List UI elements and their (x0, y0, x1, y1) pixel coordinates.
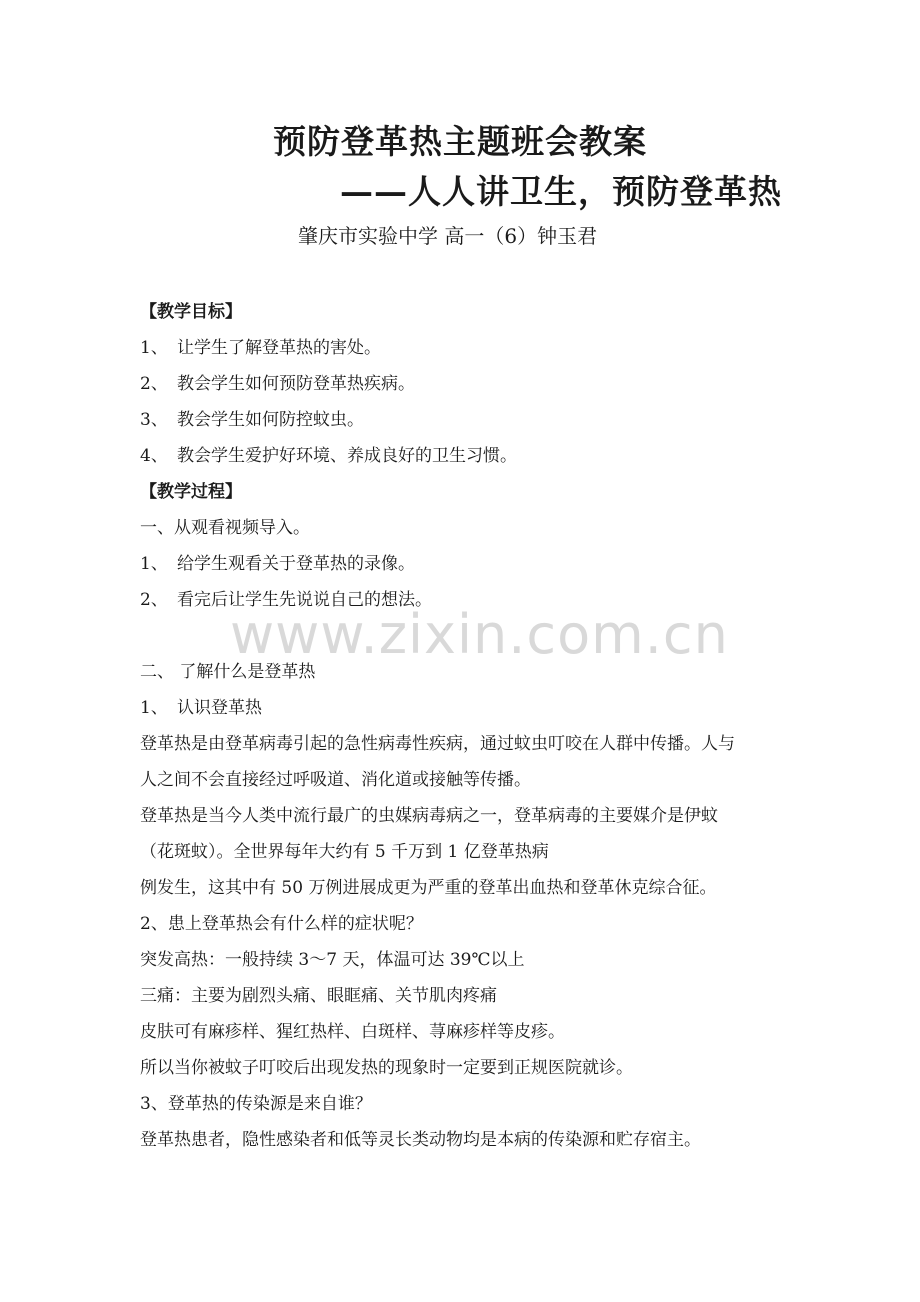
part2-sub-title: 认识登革热 (177, 698, 262, 718)
body-paragraph-line: 登革热是当今人类中流行最广的虫媒病毒病之一，登革病毒的主要媒介是伊蚊 (140, 806, 718, 826)
author-line: 肇庆市实验中学 高一（6）钟玉君 (298, 224, 598, 248)
body-paragraph-line: 2、患上登革热会有什么样的症状呢？ (140, 914, 423, 934)
body-paragraph-line: 登革热患者，隐性感染者和低等灵长类动物均是本病的传染源和贮存宿主。 (140, 1130, 701, 1150)
body-paragraph-line: 三痛：主要为剧烈头痛、眼眶痛、关节肌肉疼痛 (140, 986, 497, 1006)
objective-text: 教会学生如何防控蚊虫。 (177, 410, 364, 430)
part1-item-number: 1、 (140, 554, 168, 574)
objective-number: 1、 (140, 338, 168, 358)
body-paragraph-line: 皮肤可有麻疹样、猩红热样、白斑样、荨麻疹样等皮疹。 (140, 1022, 565, 1042)
objective-item (140, 366, 790, 402)
objectives-heading: 【教学目标】 (140, 302, 242, 322)
body-paragraph-line: 突发高热：一般持续 3～7 天，体温可达 39℃以上 (140, 950, 525, 970)
part1-item-number: 2、 (140, 590, 168, 610)
body-paragraph-line: 登革热是由登革病毒引起的急性病毒性疾病，通过蚊虫叮咬在人群中传播。人与 (140, 734, 735, 754)
body-paragraph-line: 人之间不会直接经过呼吸道、消化道或接触等传播。 (140, 770, 531, 790)
document-title: 预防登革热主题班会教案 (273, 122, 647, 161)
objective-number: 3、 (140, 410, 168, 430)
body-paragraph-line: 3、登革热的传染源是来自谁？ (140, 1094, 372, 1114)
part2-title: 二、 了解什么是登革热 (140, 662, 316, 682)
document-subtitle: ——人人讲卫生，预防登革热 (340, 172, 782, 211)
body-paragraph-line: 所以当你被蚊子叮咬后出现发热的现象时一定要到正规医院就诊。 (140, 1058, 633, 1078)
part1-title: 一、从观看视频导入。 (140, 518, 310, 538)
body-paragraph-line: 例发生，这其中有 50 万例进展成更为严重的登革出血热和登革休克综合征。 (140, 878, 717, 898)
part1-item-text: 给学生观看关于登革热的录像。 (177, 554, 415, 574)
objective-item (140, 330, 790, 366)
part2-subtitle (140, 690, 790, 726)
part2-sub-number: 1、 (140, 698, 168, 718)
watermark-text: www.zixin.com.cn (230, 603, 729, 666)
process-heading: 【教学过程】 (140, 482, 242, 502)
document-body (140, 294, 790, 1158)
objective-item (140, 402, 790, 438)
objective-text: 让学生了解登革热的害处。 (177, 338, 381, 358)
objective-item (140, 438, 790, 474)
part1-item-text: 看完后让学生先说说自己的想法。 (177, 590, 432, 610)
body-paragraph-line: （花斑蚊）。全世界每年大约有 5 千万到 1 亿登革热病 (140, 842, 549, 862)
part1-item (140, 546, 790, 582)
objective-number: 4、 (140, 446, 168, 466)
objective-text: 教会学生爱护好环境、养成良好的卫生习惯。 (177, 446, 517, 466)
objective-number: 2、 (140, 374, 168, 394)
objective-text: 教会学生如何预防登革热疾病。 (177, 374, 415, 394)
